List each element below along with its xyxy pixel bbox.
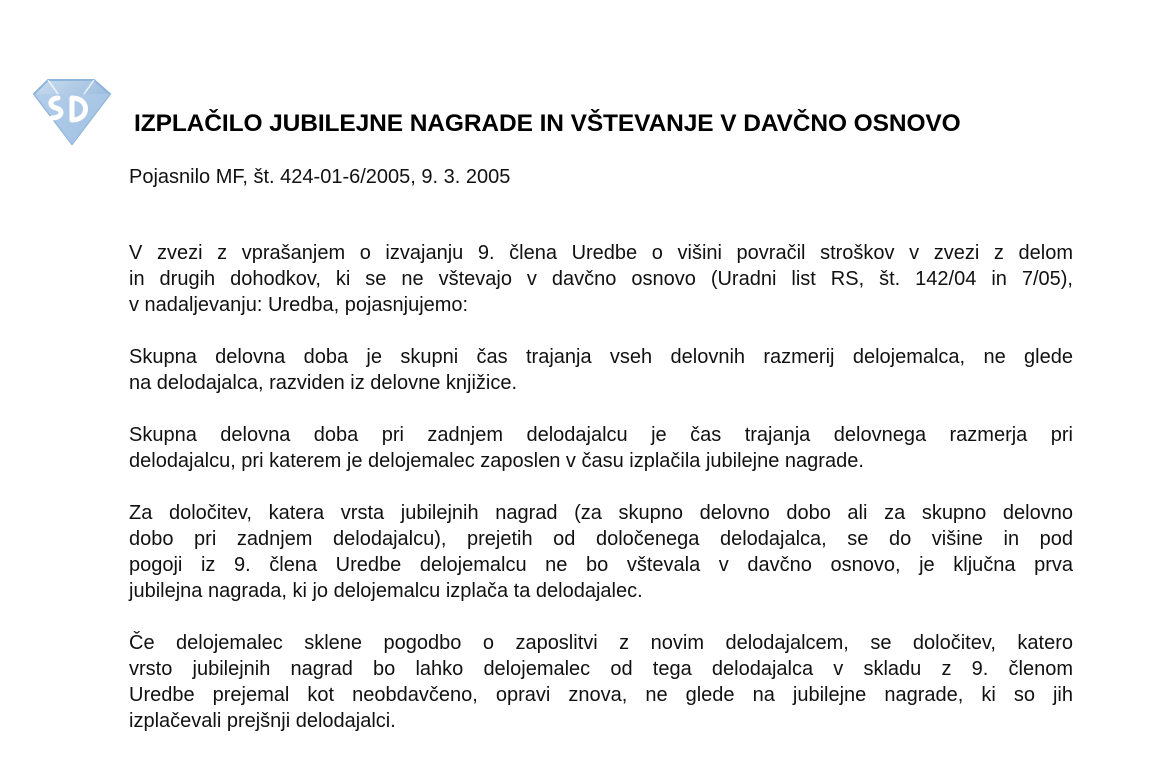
sd-diamond-logo-icon xyxy=(28,76,114,148)
paragraph xyxy=(129,630,1073,734)
paragraph-line: Skupna delovna doba je skupni čas trajanja vseh delovnih razmerij delojemalca, ne glede xyxy=(129,346,1073,368)
paragraph-line: na delodajalca, razviden iz delovne knjižice. xyxy=(129,372,518,394)
paragraph-line: Če delojemalec sklene pogodbo o zaposlitvi z novim delodajalcem, se določitev, katero xyxy=(129,632,1073,654)
paragraph-line: v nadaljevanju: Uredba, pojasnjujemo: xyxy=(129,294,469,316)
document-body xyxy=(129,240,1073,760)
document-subtitle: Pojasnilo MF, št. 424-01-6/2005, 9. 3. 2005 xyxy=(129,166,511,188)
paragraph-line: pogoji iz 9. člena Uredbe delojemalcu ne bo vštevala v davčno osnovo, je ključna prva xyxy=(129,554,1073,576)
paragraph-line: delodajalcu, pri katerem je delojemalec zaposlen v času izplačila jubilejne nagrade. xyxy=(129,450,864,472)
paragraph-line: Za določitev, katera vrsta jubilejnih nagrad (za skupno delovno dobo ali za skupno delovno xyxy=(129,502,1073,524)
paragraph-line: jubilejna nagrada, ki jo delojemalcu izplača ta delodajalec. xyxy=(129,580,643,602)
paragraph-line: vrsto jubilejnih nagrad bo lahko delojemalec od tega delodajalca v skladu z 9. členom xyxy=(129,658,1073,680)
paragraph-line: in drugih dohodkov, ki se ne vštevajo v davčno osnovo (Uradni list RS, št. 142/04 in 7/05), xyxy=(129,268,1073,290)
paragraph xyxy=(129,344,1073,396)
paragraph xyxy=(129,240,1073,318)
document-title: IZPLAČILO JUBILEJNE NAGRADE IN VŠTEVANJE V DAVČNO OSNOVO xyxy=(134,110,961,137)
paragraph-line: Uredbe prejemal kot neobdavčeno, opravi znova, ne glede na jubilejne nagrade, ki so jih xyxy=(129,684,1073,706)
paragraph-line: Skupna delovna doba pri zadnjem delodajalcu je čas trajanja delovnega razmerja pri xyxy=(129,424,1073,446)
paragraph xyxy=(129,422,1073,474)
paragraph xyxy=(129,500,1073,604)
paragraph-line: V zvezi z vprašanjem o izvajanju 9. člena Uredbe o višini povračil stroškov v zvezi z delom xyxy=(129,242,1073,264)
paragraph-line: dobo pri zadnjem delodajalcu), prejetih od določenega delodajalca, se do višine in pod xyxy=(129,528,1073,550)
paragraph-line: izplačevali prejšnji delodajalci. xyxy=(129,710,396,732)
